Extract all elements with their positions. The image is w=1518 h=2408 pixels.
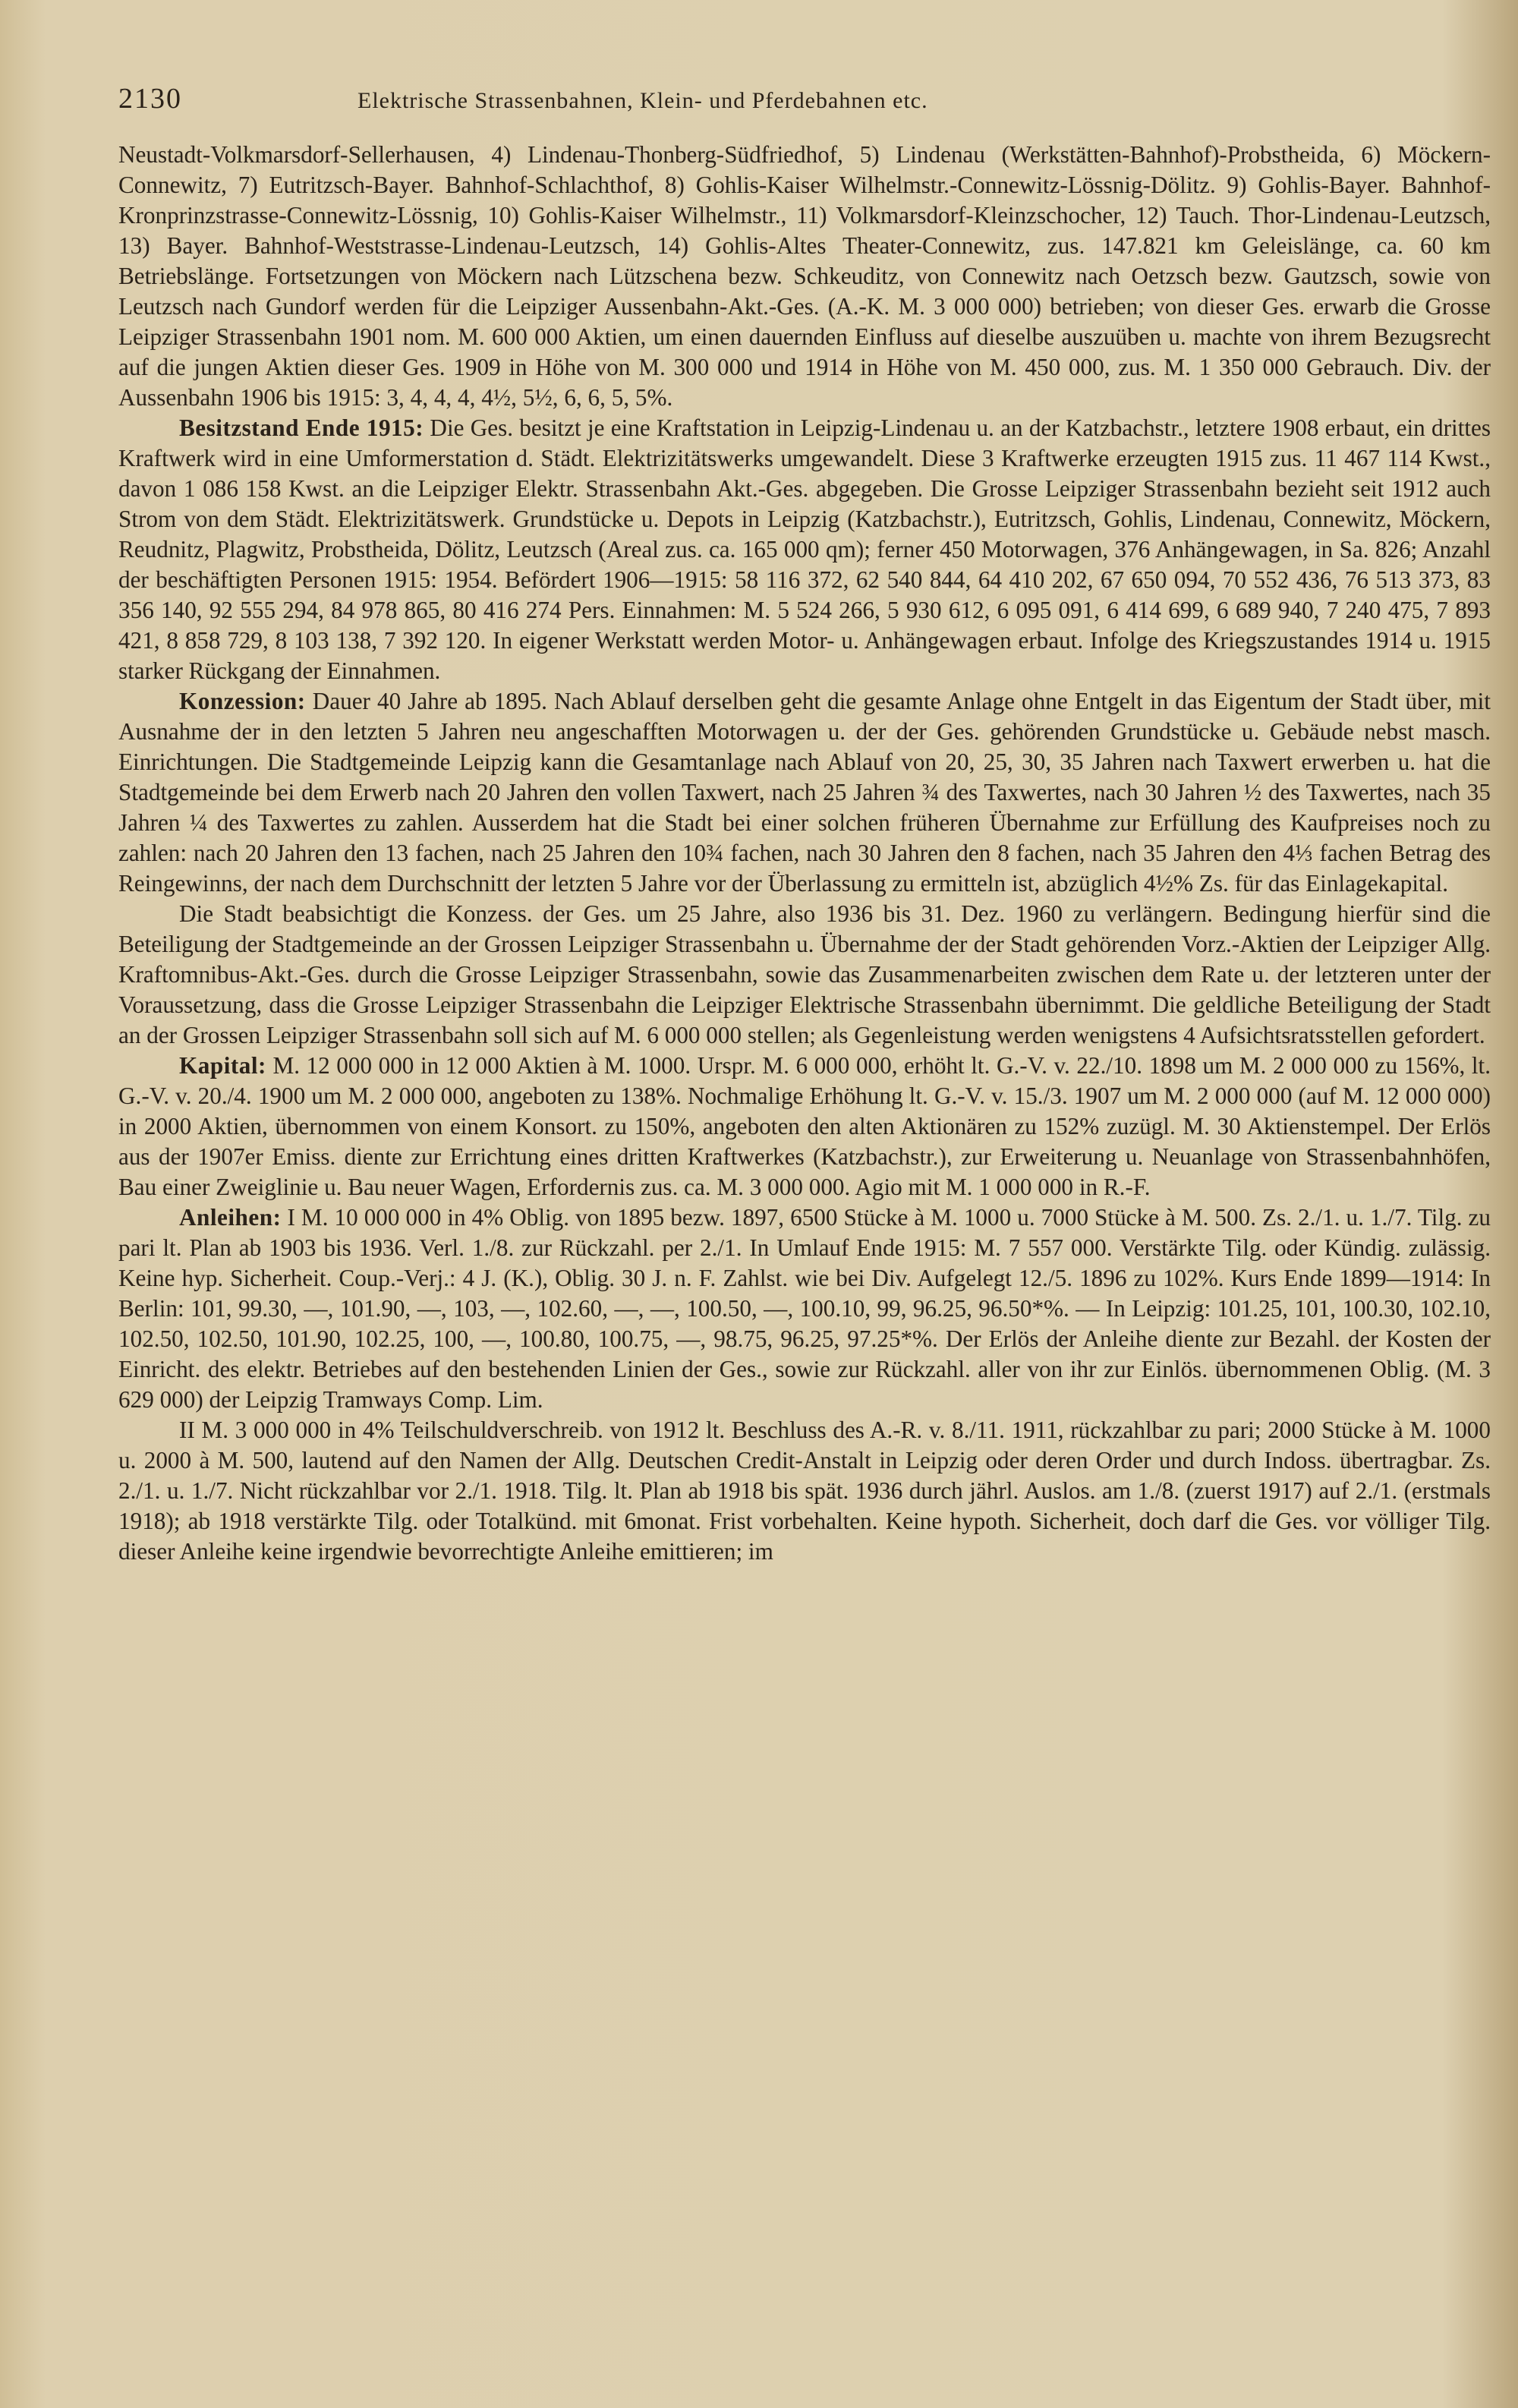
paragraph-routes xyxy=(118,140,1491,413)
paragraph-text: Neustadt-Volkmarsdorf-Sellerhausen, 4) Lindenau-Thonberg-Südfriedhof, 5) Lindenau (Werkstätten-Bahnhof)-Probstheida, 6) Möckern-Connewitz, 7) Eutritzsch-Bayer. Bahnhof-Schlachthof, 8) Gohlis-Kaiser Wilhelmstr.-Connewitz-Lössnig-Dölitz. 9) Gohlis-Bayer. Bahnhof-Kronprinzstrasse-Connewitz-Lössnig, 10) Gohlis-Kaiser Wilhelmstr., 11) Volkmarsdorf-Kleinzschocher, 12) Tauch. Thor-Lindenau-Leutzsch, 13) Bayer. Bahnhof-Weststrasse-Lindenau-Leutzsch, 14) Gohlis-Altes Theater-Connewitz, zus. 147.821 km Geleislänge, ca. 60 km Betriebslänge. Fortsetzungen von Möckern nach Lützschena bezw. Schkeuditz, von Connewitz nach Oetzsch bezw. Gautzsch, sowie von Leutzsch nach Gundorf werden für die Leipziger Aussenbahn-Akt.-Ges. (A.-K. M. 3 000 000) betrieben; von dieser Ges. erwarb die Grosse Leipziger Strassenbahn 1901 nom. M. 600 000 Aktien, um einen dauernden Einfluss auf dieselbe auszuüben u. machte von ihrem Bezugsrecht auf die jungen Aktien dieser Ges. 1909 in Höhe von M. 300 000 und 1914 in Höhe von M. 450 000, zus. M. 1 350 000 Gebrauch. Div. der Aussenbahn 1906 bis 1915: 3, 4, 4, 4, 4½, 5½, 6, 6, 5, 5%. xyxy=(118,141,1491,411)
paragraph-lead: Konzession: xyxy=(179,688,306,714)
paragraph-anleihe-ii xyxy=(118,1415,1491,1567)
page-header xyxy=(118,82,1491,129)
running-title: Elektrische Strassenbahnen, Klein- und Pferdebahnen etc. xyxy=(357,88,928,113)
paragraph-kapital xyxy=(118,1051,1491,1202)
body-text xyxy=(118,140,1491,1567)
paragraph-konzession xyxy=(118,686,1491,899)
paragraph-besitzstand xyxy=(118,413,1491,686)
page-number: 2130 xyxy=(118,83,182,115)
paragraph-anleihen xyxy=(118,1202,1491,1415)
paragraph-text: M. 12 000 000 in 12 000 Aktien à M. 1000. Urspr. M. 6 000 000, erhöht lt. G.-V. v. 22./10. 1898 um M. 2 000 000 zu 156%, lt. G.-V. v. 20./4. 1900 um M. 2 000 000, angeboten zu 138%. Nochmalige Erhöhung lt. G.-V. v. 15./3. 1907 um M. 2 000 000 (auf M. 12 000 000) in 2000 Aktien, übernommen von einem Konsort. zu 150%, angeboten den alten Aktionären zu 152% zuzügl. M. 30 Aktienstempel. Der Erlös aus der 1907er Emiss. diente zur Errichtung eines dritten Kraftwerkes (Katzbachstr.), zur Erweiterung u. Neuanlage von Strassenbahnhöfen, Bau einer Zweiglinie u. Bau neuer Wagen, Erfordernis zus. ca. M. 3 000 000. Agio mit M. 1 000 000 in R.-F. xyxy=(118,1052,1491,1200)
paragraph-text: II M. 3 000 000 in 4% Teilschuldverschreib. von 1912 lt. Beschluss des A.-R. v. 8./11. 1911, rückzahlbar zu pari; 2000 Stücke à M. 1000 u. 2000 à M. 500, lautend auf den Namen der Allg. Deutschen Credit-Anstalt in Leipzig oder deren Order und durch Indoss. übertragbar. Zs. 2./1. u. 1./7. Nicht rückzahlbar vor 2./1. 1918. Tilg. lt. Plan ab 1918 bis spät. 1936 durch jährl. Auslos. am 1./8. (zuerst 1917) auf 2./1. (erstmals 1918); ab 1918 verstärkte Tilg. oder Totalkünd. mit 6monat. Frist vorbehalten. Keine hypoth. Sicherheit, doch darf die Ges. vor völliger Tilg. dieser Anleihe keine irgendwie bevorrechtigte Anleihe emittieren; im xyxy=(118,1417,1491,1565)
paragraph-text: Die Stadt beabsichtigt die Konzess. der Ges. um 25 Jahre, also 1936 bis 31. Dez. 1960 zu verlängern. Bedingung hierfür sind die Beteiligung der Stadtgemeinde an der Grossen Leipziger Strassenbahn u. Übernahme der der Stadt gehörenden Vorz.-Aktien der Leipziger Allg. Kraftomnibus-Akt.-Ges. durch die Grosse Leipziger Strassenbahn, sowie das Zusammenarbeiten zwischen dem Rate u. der letzteren unter der Voraussetzung, dass die Grosse Leipziger Strassenbahn die Leipziger Elektrische Strassenbahn übernimmt. Die geldliche Beteiligung der Stadt an der Grossen Leipziger Strassenbahn soll sich auf M. 6 000 000 stellen; als Gegenleistung werden wenigstens 4 Aufsichtsratsstellen gefordert. xyxy=(118,900,1491,1048)
paragraph-konzession-verlaengerung xyxy=(118,899,1491,1051)
paragraph-lead: Kapital: xyxy=(179,1052,266,1079)
paragraph-text: I M. 10 000 000 in 4% Oblig. von 1895 bezw. 1897, 6500 Stücke à M. 1000 u. 7000 Stücke à M. 500. Zs. 2./1. u. 1./7. Tilg. zu pari lt. Plan ab 1903 bis 1936. Verl. 1./8. zur Rückzahl. per 2./1. In Umlauf Ende 1915: M. 7 557 000. Verstärkte Tilg. oder Kündig. zulässig. Keine hyp. Sicherheit. Coup.-Verj.: 4 J. (K.), Oblig. 30 J. n. F. Zahlst. wie bei Div. Aufgelegt 12./5. 1896 zu 102%. Kurs Ende 1899—1914: In Berlin: 101, 99.30, —, 101.90, —, 103, —, 102.60, —, —, 100.50, —, 100.10, 99, 96.25, 96.50*%. — In Leipzig: 101.25, 101, 100.30, 102.10, 102.50, 102.50, 101.90, 102.25, 100, —, 100.80, 100.75, —, 98.75, 96.25, 97.25*%. Der Erlös der Anleihe diente zur Bezahl. der Kosten der Einricht. des elektr. Betriebes auf den bestehenden Linien der Ges., sowie zur Rückzahl. aller von ihr zur Einlös. übernommenen Oblig. (M. 3 629 000) der Leipzig Tramways Comp. Lim. xyxy=(118,1204,1491,1413)
paragraph-text: Dauer 40 Jahre ab 1895. Nach Ablauf derselben geht die gesamte Anlage ohne Entgelt in das Eigentum der Stadt über, mit Ausnahme der in den letzten 5 Jahren neu angeschafften Motorwagen u. der der Ges. gehörenden Grundstücke u. Gebäude nebst masch. Einrichtungen. Die Stadtgemeinde Leipzig kann die Gesamtanlage nach Ablauf von 20, 25, 30, 35 Jahren nach Taxwert erwerben u. hat die Stadtgemeinde bei dem Erwerb nach 20 Jahren den vollen Taxwert, nach 25 Jahren ¾ des Taxwertes, nach 30 Jahren ½ des Taxwertes, nach 35 Jahren ¼ des Taxwertes zu zahlen. Ausserdem hat die Stadt bei einer solchen früheren Übernahme zur Erfüllung des Kaufpreises noch zu zahlen: nach 20 Jahren den 13 fachen, nach 25 Jahren den 10¾ fachen, nach 30 Jahren den 8 fachen, nach 35 Jahren den 4⅓ fachen Betrag des Reingewinns, der nach dem Durchschnitt der letzten 5 Jahre vor der Überlassung zu ermitteln ist, abzüglich 4½% Zs. für das Einlagekapital. xyxy=(118,688,1491,897)
paragraph-lead: Anleihen: xyxy=(179,1204,282,1231)
paragraph-text: Die Ges. besitzt je eine Kraftstation in Leipzig-Lindenau u. an der Katzbachstr., letztere 1908 erbaut, ein drittes Kraftwerk wird in eine Umformerstation d. Städt. Elektrizitätswerks umgewandelt. Diese 3 Kraftwerke erzeugten 1915 zus. 11 467 114 Kwst., davon 1 086 158 Kwst. an die Leipziger Elektr. Strassenbahn Akt.-Ges. abgegeben. Die Grosse Leipziger Strassenbahn bezieht seit 1912 auch Strom von dem Städt. Elektrizitätswerk. Grundstücke u. Depots in Leipzig (Katzbachstr.), Eutritzsch, Gohlis, Lindenau, Connewitz, Möckern, Reudnitz, Plagwitz, Probstheida, Dölitz, Leutzsch (Areal zus. ca. 165 000 qm); ferner 450 Motorwagen, 376 Anhängewagen, in Sa. 826; Anzahl der beschäftigten Personen 1915: 1954. Befördert 1906—1915: 58 116 372, 62 540 844, 64 410 202, 67 650 094, 70 552 436, 76 513 373, 83 356 140, 92 555 294, 84 978 865, 80 416 274 Pers. Einnahmen: M. 5 524 266, 5 930 612, 6 095 091, 6 414 699, 6 689 940, 7 240 475, 7 893 421, 8 858 729, 8 103 138, 7 392 120. In eigener Werkstatt werden Motor- u. Anhängewagen erbaut. Infolge des Kriegszustandes 1914 u. 1915 starker Rückgang der Einnahmen. xyxy=(118,414,1491,684)
paragraph-lead: Besitzstand Ende 1915: xyxy=(179,414,424,441)
